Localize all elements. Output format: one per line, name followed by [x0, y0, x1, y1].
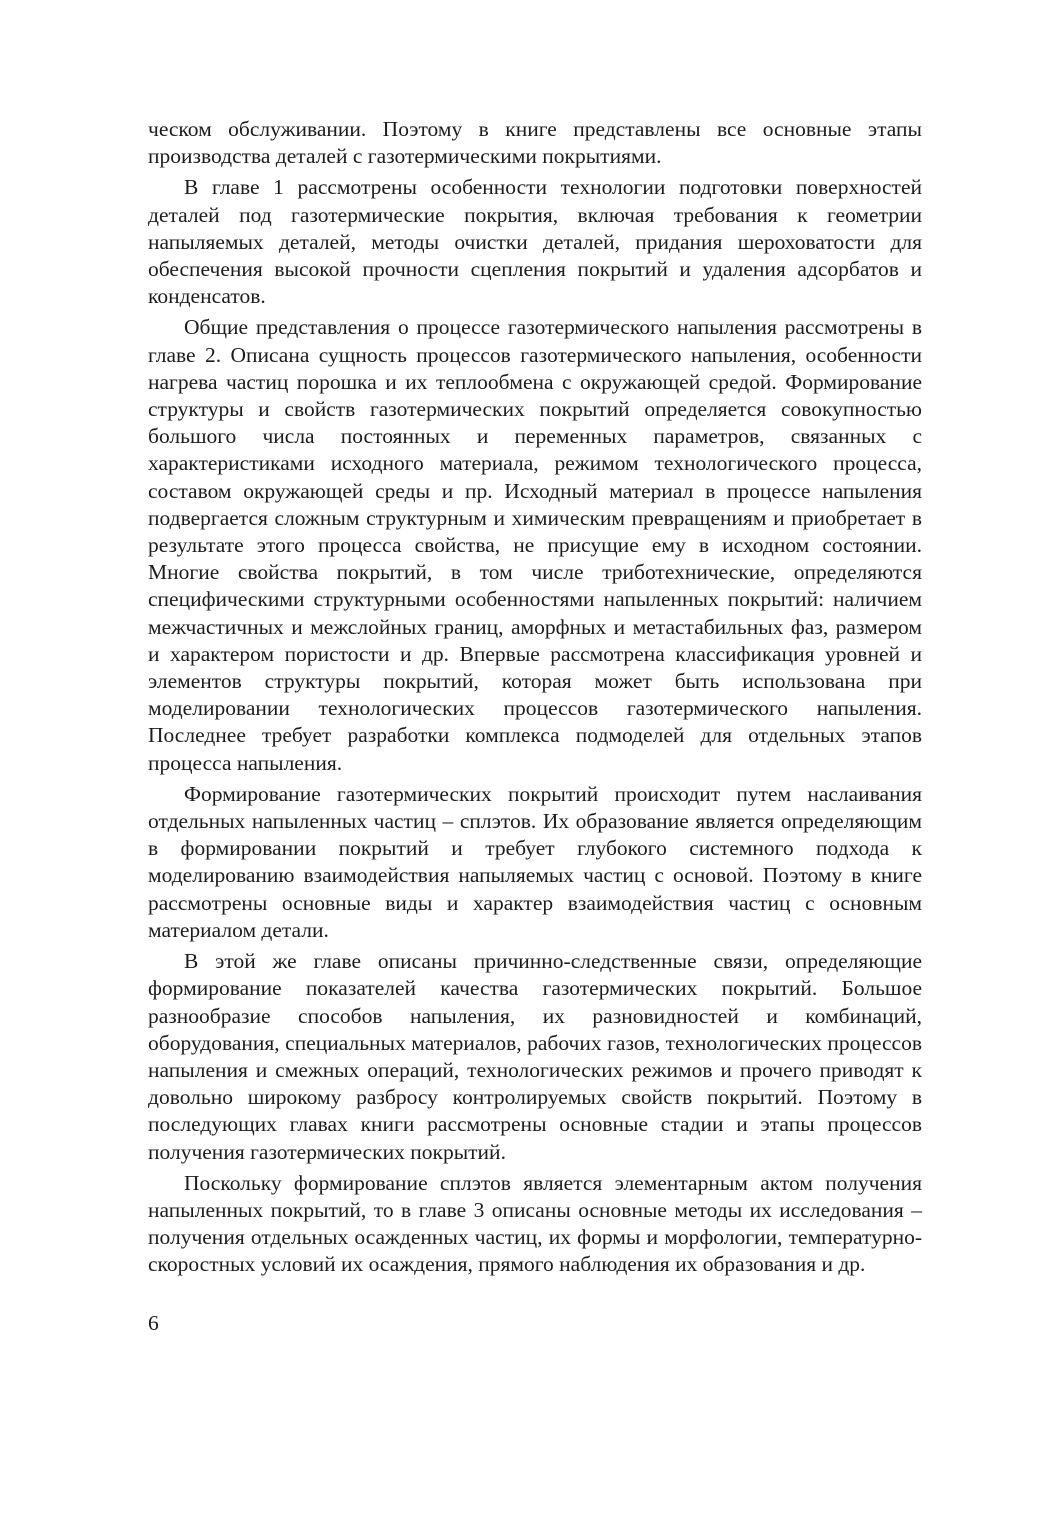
paragraph-continued: ческом обслуживании. Поэтому в книге представлены все основные этапы производства деталей с газотермическими покрытиями. [148, 117, 922, 169]
body-text [148, 116, 922, 1283]
paragraph-chapter-1: В главе 1 рассмотрены особенности технологии подготовки поверхностей деталей под газотермические покрытия, включая требования к геометрии напыляемых деталей, методы очистки деталей, придания шероховатости для обеспечения высокой прочности сцепления покрытий и удаления адсорбатов и конденсатов. [148, 175, 922, 309]
paragraph-splats: Формирование газотермических покрытий происходит путем наслаивания отдельных напыленных частиц – сплэтов. Их образование является определяющим в формировании покрытий и требует глубокого системного подхода к моделированию взаимодействия напыляемых частиц с основой. Поэтому в книге рассмотрены основные виды и характер взаимодействия частиц с основным материалом детали. [148, 781, 922, 942]
paragraph-causal-links: В этой же главе описаны причинно-следственные связи, определяющие формирование показателей качества газотермических покрытий. Большое разнообразие способов напыления, их разновидностей и комбинаций, оборудования, специальных материалов, рабочих газов, технологических процессов напыления и смежных операций, технологических режимов и прочего приводят к довольно широкому разбросу контролируемых свойств покрытий. Поэтому в последующих главах книги рассмотрены основные стадии и этапы процессов получения газотермических покрытий. [148, 949, 922, 1164]
paragraph-chapter-3: Поскольку формирование сплэтов является элементарным актом получения напыленных покрытий, то в главе 3 описаны основные методы их исследования – получения отдельных осажденных частиц, их формы и морфологии, температурно-скоростных условий их осаждения, прямого наблюдения их образования и др. [148, 1170, 922, 1277]
page-number: 6 [148, 1311, 159, 1335]
paragraph-chapter-2: Общие представления о процессе газотермического напыления рассмотрены в главе 2. Описана сущность процессов газотермического напыления, особенности нагрева частиц порошка и их теплообмена с окружающей средой. Формирование структуры и свойств газотермических покрытий определяется совокупностью большого числа постоянных и переменных параметров, связанных с характеристиками исходного материала, режимом технологического процесса, составом окружающей среды и пр. Исходный материал в процессе напыления подвергается сложным структурным и химическим превращениям и приобретает в результате этого процесса свойства, не присущие ему в исходном состоянии. Многие свойства покрытий, в том числе триботехнические, определяются специфическими структурными особенностями напыленных покрытий: наличием межчастичных и межслойных границ, аморфных и метастабильных фаз, размером и характером пористости и др. Впервые рассмотрена классификация уровней и элементов структуры покрытий, которая может быть использована при моделировании технологических процессов газотермического напыления. Последнее требует разработки комплекса подмоделей для отдельных этапов процесса напыления. [148, 315, 922, 775]
